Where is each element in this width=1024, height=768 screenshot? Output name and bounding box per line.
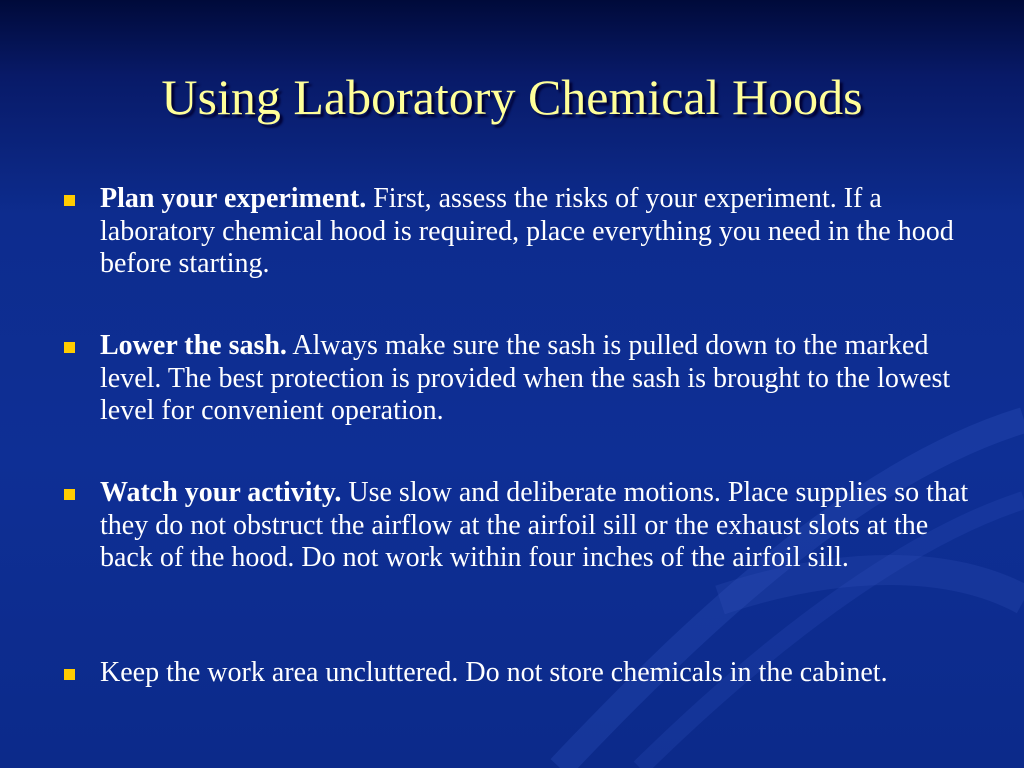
bullet-square-icon [64,489,75,500]
bullet-lead: Lower the sash. [100,330,287,361]
bullet-lower-sash [100,330,970,428]
bullet-watch-activity [100,477,970,575]
bullet-lead: Plan your experiment. [100,183,367,214]
bullet-text: Always make sure the sash is pulled down to the marked level. The best protection is provided when the sash is brought to the lowest level for convenient operation. [100,330,951,426]
bullet-plan-experiment [100,183,970,281]
bullet-square-icon [64,195,75,206]
bullet-work-area [100,657,970,690]
bullet-lead: Watch your activity. [100,477,342,508]
bullet-square-icon [64,669,75,680]
bullet-text: Use slow and deliberate motions. Place supplies so that they do not obstruct the airflow at the airfoil sill or the exhaust slots at the back of the hood. Do not work within four inches of the airfoil sill. [100,477,969,573]
bullet-square-icon [64,342,75,353]
bullet-text: First, assess the risks of your experiment. If a laboratory chemical hood is required, place everything you need in the hood before starting. [100,183,954,279]
slide-title: Using Laboratory Chemical Hoods [161,69,863,125]
bullet-text: Keep the work area uncluttered. Do not store chemicals in the cabinet. [100,657,888,688]
